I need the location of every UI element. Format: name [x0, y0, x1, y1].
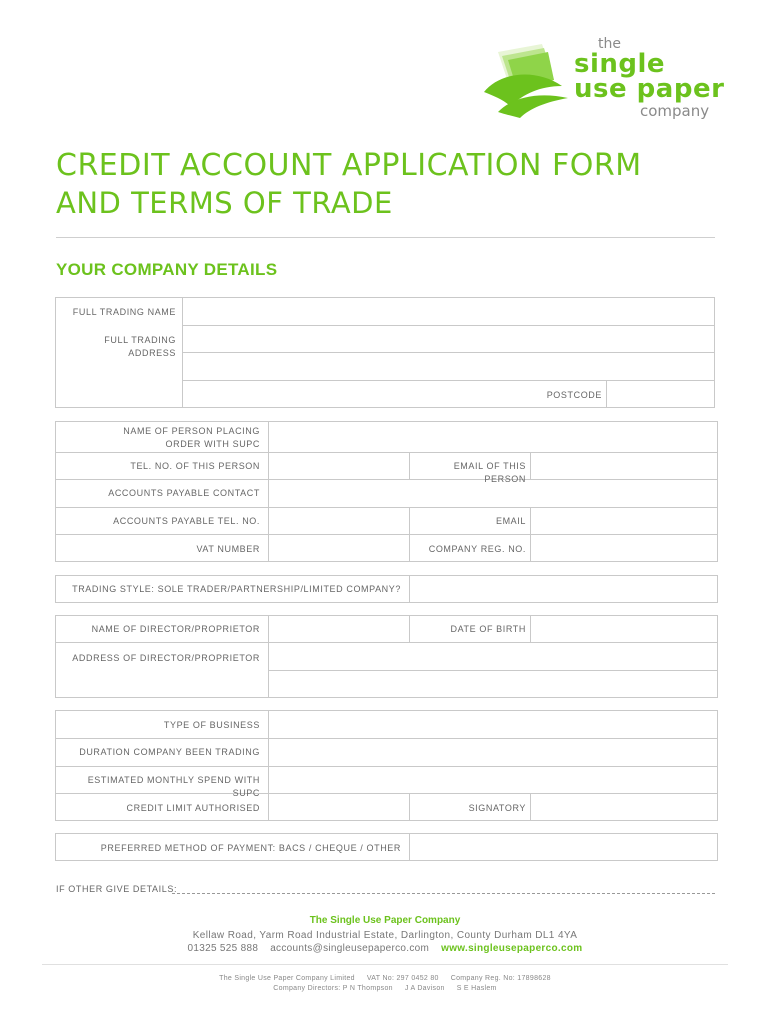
date-of-birth-field[interactable] — [533, 617, 716, 641]
director-name-field[interactable] — [271, 617, 407, 641]
footer-company-name: The Single Use Paper Company — [309, 915, 461, 926]
label-duration-trading: DURATION COMPANY BEEN TRADING — [79, 747, 260, 757]
divider — [55, 534, 718, 535]
signatory-field[interactable] — [533, 795, 716, 819]
divider — [409, 452, 410, 479]
footer-director-1: Company Directors: P N Thompson — [273, 985, 393, 992]
footer-legal — [0, 975, 770, 982]
tel-no-field[interactable] — [271, 454, 407, 478]
director-address-line-1-field[interactable] — [271, 644, 716, 668]
footer-divider — [42, 964, 728, 965]
title-divider — [56, 237, 715, 238]
label-credit-limit: CREDIT LIMIT AUTHORISED — [126, 803, 260, 813]
footer-director-2: J A Davison — [404, 985, 445, 992]
label-ap-contact: ACCOUNTS PAYABLE CONTACT — [108, 488, 260, 498]
footer-phone: 01325 525 888 — [187, 943, 259, 954]
divider — [409, 507, 410, 562]
form-subtitle: AND TERMS OF TRADE — [56, 186, 393, 220]
divider — [268, 670, 718, 671]
label-company-reg: COMPANY REG. NO. — [428, 544, 526, 554]
label-email-person: EMAIL OF THIS PERSON — [453, 461, 526, 484]
footer-legal-name: The Single Use Paper Company Limited — [219, 975, 355, 982]
divider — [409, 793, 410, 821]
divider — [182, 380, 715, 381]
logo-wordmark — [574, 36, 744, 120]
footer-director-3: S E Haslem — [456, 985, 497, 992]
label-tel-no: TEL. NO. OF THIS PERSON — [130, 461, 260, 471]
divider — [530, 615, 531, 642]
type-of-business-field[interactable] — [271, 712, 716, 736]
divider — [55, 452, 718, 453]
label-vat-number: VAT NUMBER — [196, 544, 260, 554]
address-line-3-field[interactable] — [186, 382, 536, 406]
label-postcode: POSTCODE — [546, 390, 602, 400]
section-title: YOUR COMPANY DETAILS — [56, 260, 278, 279]
label-full-trading-name: FULL TRADING NAME — [72, 307, 176, 317]
label-monthly-spend: ESTIMATED MONTHLY SPEND WITH SUPC — [87, 775, 260, 798]
footer-reg: Company Reg. No: 17898628 — [450, 975, 551, 982]
label-full-trading-address: FULL TRADING ADDRESS — [104, 335, 176, 358]
email-person-field[interactable] — [533, 454, 716, 478]
logo-line-use-paper: use paper — [574, 74, 725, 104]
label-other-details: IF OTHER GIVE DETAILS: — [56, 884, 178, 894]
company-reg-field[interactable] — [533, 536, 716, 560]
footer-website-link[interactable]: www.singleusepaperco.com — [441, 943, 583, 954]
ap-contact-field[interactable] — [271, 481, 716, 505]
email-field[interactable] — [533, 509, 716, 533]
divider — [55, 738, 718, 739]
label-director-address: ADDRESS OF DIRECTOR/PROPRIETOR — [72, 653, 260, 663]
address-line-2-field[interactable] — [186, 354, 712, 378]
label-name-of-person: NAME OF PERSON PLACING ORDER WITH SUPC — [123, 426, 260, 449]
address-line-1-field[interactable] — [186, 327, 712, 351]
credit-limit-field[interactable] — [271, 795, 407, 819]
payment-method-field[interactable] — [412, 835, 716, 859]
footer-contact — [0, 943, 770, 954]
divider — [530, 793, 531, 821]
divider — [606, 380, 607, 408]
logo-line-company: company — [640, 102, 710, 120]
divider — [55, 642, 718, 643]
form-title: CREDIT ACCOUNT APPLICATION FORM — [56, 148, 642, 183]
label-director-name: NAME OF DIRECTOR/PROPRIETOR — [91, 624, 260, 634]
other-details-field[interactable] — [172, 893, 715, 894]
footer-address: Kellaw Road, Yarm Road Industrial Estate, Darlington, County Durham DL1 4YA — [192, 930, 578, 941]
footer-email-link[interactable]: accounts@singleusepaperco.com — [270, 943, 430, 954]
divider — [55, 507, 718, 508]
divider — [268, 615, 269, 698]
divider — [182, 352, 715, 353]
divider — [530, 507, 531, 562]
logo-line-single: single — [574, 49, 666, 79]
label-payment-method: PREFERRED METHOD OF PAYMENT: BACS / CHEQUE / OTHER — [100, 843, 401, 853]
label-date-of-birth: DATE OF BIRTH — [450, 624, 526, 634]
divider — [409, 615, 410, 642]
ap-tel-field[interactable] — [271, 509, 407, 533]
name-of-person-field[interactable] — [271, 423, 716, 450]
leaf-logo-icon — [480, 42, 572, 118]
duration-trading-field[interactable] — [271, 740, 716, 764]
monthly-spend-field[interactable] — [271, 768, 716, 792]
vat-number-field[interactable] — [271, 536, 407, 560]
divider — [268, 421, 269, 562]
label-email: EMAIL — [495, 516, 526, 526]
label-ap-tel: ACCOUNTS PAYABLE TEL. NO. — [113, 516, 260, 526]
footer-vat: VAT No: 297 0452 80 — [366, 975, 439, 982]
full-trading-name-field[interactable] — [186, 299, 712, 323]
divider — [55, 766, 718, 767]
divider — [409, 833, 410, 861]
divider — [530, 452, 531, 479]
label-trading-style: TRADING STYLE: SOLE TRADER/PARTNERSHIP/LIMITED COMPANY? — [72, 584, 401, 594]
logo-line-the: the — [598, 36, 621, 52]
footer-directors — [0, 985, 770, 992]
divider — [55, 479, 718, 480]
divider — [182, 325, 715, 326]
label-type-of-business: TYPE OF BUSINESS — [163, 720, 260, 730]
director-address-line-2-field[interactable] — [271, 672, 716, 696]
label-signatory: SIGNATORY — [468, 803, 526, 813]
postcode-field[interactable] — [609, 382, 713, 406]
trading-style-field[interactable] — [412, 577, 716, 601]
divider — [409, 575, 410, 603]
